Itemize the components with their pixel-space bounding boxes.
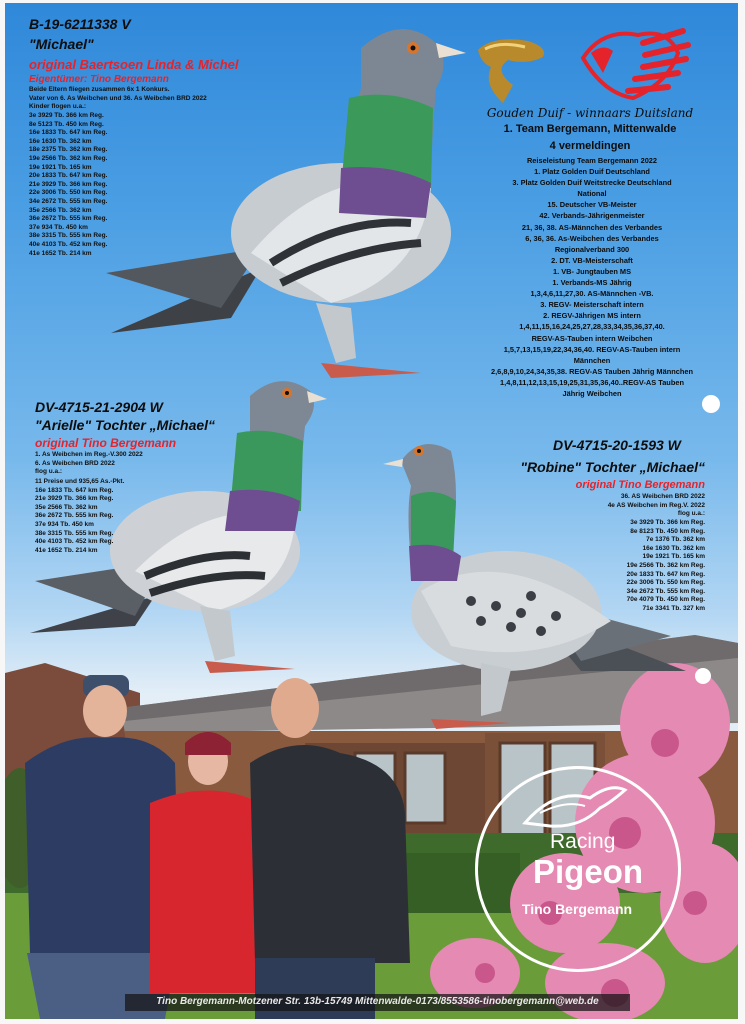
result-line: 34e 2672 Tb. 555 km Reg. <box>29 197 108 205</box>
pigeon1-ring-number: B-19-6211338 V <box>29 16 131 32</box>
note-line: 6. As Weibchen BRD 2022 <box>35 459 115 467</box>
award-line: 2,6,8,9,10,24,34,35,38. REGV-AS Tauben Jährig Männchen <box>491 366 693 376</box>
result-line: 35e 2566 Tb. 362 km <box>29 206 92 214</box>
pigeon1-name: "Michael" <box>29 36 94 52</box>
pigeon1-owner: Eigentümer: Tino Bergemann <box>29 74 169 85</box>
result-line: 19e 1921 Tb. 165 km <box>29 163 92 171</box>
result-line: 16e 1833 Tb. 647 km Reg. <box>29 129 108 137</box>
pigeon2-results <box>35 478 124 555</box>
note-line: Vater von 6. As Weibchen und 36. As Weibchen BRD 2022 <box>29 94 207 102</box>
pigeon2-ring-number: DV-4715-21-2904 W <box>35 399 163 415</box>
result-line: 21e 3929 Tb. 366 km Reg. <box>35 495 114 503</box>
award-line: 2. REGV-Jährigen MS intern <box>543 311 641 321</box>
logo-racing-text: Racing <box>550 830 616 853</box>
result-line: 40e 4103 Tb. 452 km Reg. <box>35 538 114 546</box>
pigeon3-name: "Robine" Tochter „Michael“ <box>520 459 705 475</box>
note-line: 1. As Weibchen im Reg.-V.300 2022 <box>35 451 143 458</box>
result-line: 16e 1833 Tb. 647 km Reg. <box>35 486 114 494</box>
result-line: 70e 4079 Tb. 450 km Reg. <box>626 596 705 604</box>
award-line: 1,4,11,15,16,24,25,27,28,33,34,35,36,37,40. <box>519 322 665 332</box>
award-line: 42. Verbands-Jährigenmeister <box>539 211 645 221</box>
result-line: 71e 3341 Tb. 327 km <box>642 604 705 612</box>
result-line: 16e 1630 Tb. 362 km <box>642 544 705 552</box>
pigeon3-notes <box>565 493 705 519</box>
gold-trophy-icon <box>473 35 553 105</box>
result-line: 3e 3929 Tb. 366 km Reg. <box>630 519 705 526</box>
result-line: 41e 1652 Tb. 214 km <box>35 546 98 554</box>
pigeon1-results <box>29 112 107 258</box>
pigeon2-origin: original Tino Bergemann <box>35 436 177 450</box>
result-line: 22e 3006 Tb. 550 km Reg. <box>626 579 705 587</box>
poster <box>5 3 738 1019</box>
note-line: 4e AS Weibchen im Reg.V. 2022 <box>607 501 705 509</box>
pigeon2-notes <box>35 451 143 477</box>
note-line: flog u.a.: <box>35 468 63 476</box>
award-line: 3. REGV- Meisterschaft intern <box>540 300 644 310</box>
logo-owner-text: Tino Bergemann <box>521 901 633 917</box>
result-line: 36e 2672 Tb. 555 km Reg. <box>29 215 108 223</box>
pigeon2-name: "Arielle" Tochter „Michael“ <box>35 417 216 433</box>
award-line: 1,4,8,11,12,13,15,19,25,31,35,36,40..REGV-AS Tauben <box>500 377 684 387</box>
result-line: 11 Preise und 935,65 As.-Pkt. <box>35 478 125 485</box>
germany-pigeon-logo-icon <box>573 23 693 108</box>
result-line: 18e 2375 Tb. 362 km Reg. <box>29 146 108 154</box>
award-line: 1,3,4,6,11,27,30. AS-Männchen -VB. <box>530 289 654 299</box>
award-team: 1. Team Bergemann, Mittenwalde <box>503 123 677 135</box>
award-count: 4 vermeldingen <box>549 140 631 152</box>
award-list <box>447 155 737 399</box>
result-line: 34e 2672 Tb. 555 km Reg. <box>626 587 705 595</box>
pigeon1-notes <box>29 86 207 112</box>
footer-contact: Tino Bergemann-Motzener Str. 13b-15749 Mittenwalde-0173/8553586-tinobergemann@web.de <box>125 994 630 1011</box>
note-line: Beide Eltern fliegen zusammen 6x 1 Konkurs. <box>29 86 170 93</box>
award-line: 6, 36, 36. As-Weibchen des Verbandes <box>525 233 659 243</box>
people-photo <box>5 663 425 1019</box>
result-line: 8e 5123 Tb. 450 km Reg. <box>29 120 104 128</box>
result-line: 35e 2566 Tb. 362 km <box>35 503 98 511</box>
result-line: 8e 8123 Tb. 450 km Reg. <box>630 527 705 535</box>
pigeon3-origin: original Tino Bergemann <box>575 479 705 491</box>
note-line: Kinder flogen u.a.: <box>29 103 87 111</box>
award-line: 15. Deutscher VB-Meister <box>547 200 637 210</box>
award-title: Gouden Duif - winnaars Duitsland <box>486 106 694 120</box>
logo-pigeon-text: Pigeon <box>533 853 644 890</box>
pigeon1-origin: original Baertsoen Linda & Michel <box>29 57 239 72</box>
result-line: 40e 4103 Tb. 452 km Reg. <box>29 240 108 248</box>
result-line: 22e 3006 Tb. 550 km Reg. <box>29 189 108 197</box>
pigeon3-ring-number: DV-4715-20-1593 W <box>553 437 681 453</box>
result-line: 7e 1376 Tb. 362 km <box>646 536 705 544</box>
award-line: Männchen <box>573 355 611 365</box>
result-line: 20e 1833 Tb. 647 km Reg. <box>626 570 705 578</box>
pigeon-silhouette-icon <box>520 778 630 833</box>
result-line: 41e 1652 Tb. 214 km <box>29 249 92 257</box>
award-line: REGV-AS-Tauben intern Weibchen <box>531 333 653 343</box>
punch-hole <box>695 668 711 684</box>
award-line: 1. Platz Golden Duif Deutschland <box>534 167 650 177</box>
award-line: Regionalverband 300 <box>554 244 630 254</box>
award-line: 1,5,7,13,15,19,22,34,36,40. REGV-AS-Tauben intern <box>503 344 681 354</box>
result-line: 3e 3929 Tb. 366 km Reg. <box>29 112 104 119</box>
award-line: 2. DT. VB-Meisterschaft <box>551 255 633 265</box>
award-line: 21, 36, 38. AS-Männchen des Verbandes <box>521 222 663 232</box>
award-line: National <box>577 189 607 199</box>
pigeon3-results <box>585 519 705 614</box>
result-line: 19e 2566 Tb. 362 km Reg. <box>626 561 705 569</box>
result-line: 36e 2672 Tb. 555 km Reg. <box>35 512 114 520</box>
result-line: 21e 3929 Tb. 366 km Reg. <box>29 180 108 188</box>
result-line: 20e 1833 Tb. 647 km Reg. <box>29 172 108 180</box>
award-line: Jährig Weibchen <box>562 388 622 398</box>
note-line: flog u.a.: <box>677 510 705 518</box>
result-line: 37e 934 Tb. 450 km <box>29 223 88 231</box>
award-line: 1. Verbands-MS Jährig <box>552 278 632 288</box>
punch-hole <box>702 395 720 413</box>
result-line: 37e 934 Tb. 450 km <box>35 520 94 528</box>
award-line: 3. Platz Golden Duif Weitstrecke Deutschland <box>512 178 672 188</box>
result-line: 19e 1921 Tb. 165 km <box>642 553 705 561</box>
result-line: 38e 3315 Tb. 555 km Reg. <box>29 232 108 240</box>
result-line: 38e 3315 Tb. 555 km Reg. <box>35 529 114 537</box>
award-line: Reiseleistung Team Bergemann 2022 <box>526 156 658 165</box>
result-line: 16e 1630 Tb. 362 km <box>29 137 92 145</box>
award-line: 1. VB- Jungtauben MS <box>552 266 632 276</box>
note-line: 36. AS Weibchen BRD 2022 <box>620 493 705 500</box>
result-line: 19e 2566 Tb. 362 km Reg. <box>29 154 108 162</box>
